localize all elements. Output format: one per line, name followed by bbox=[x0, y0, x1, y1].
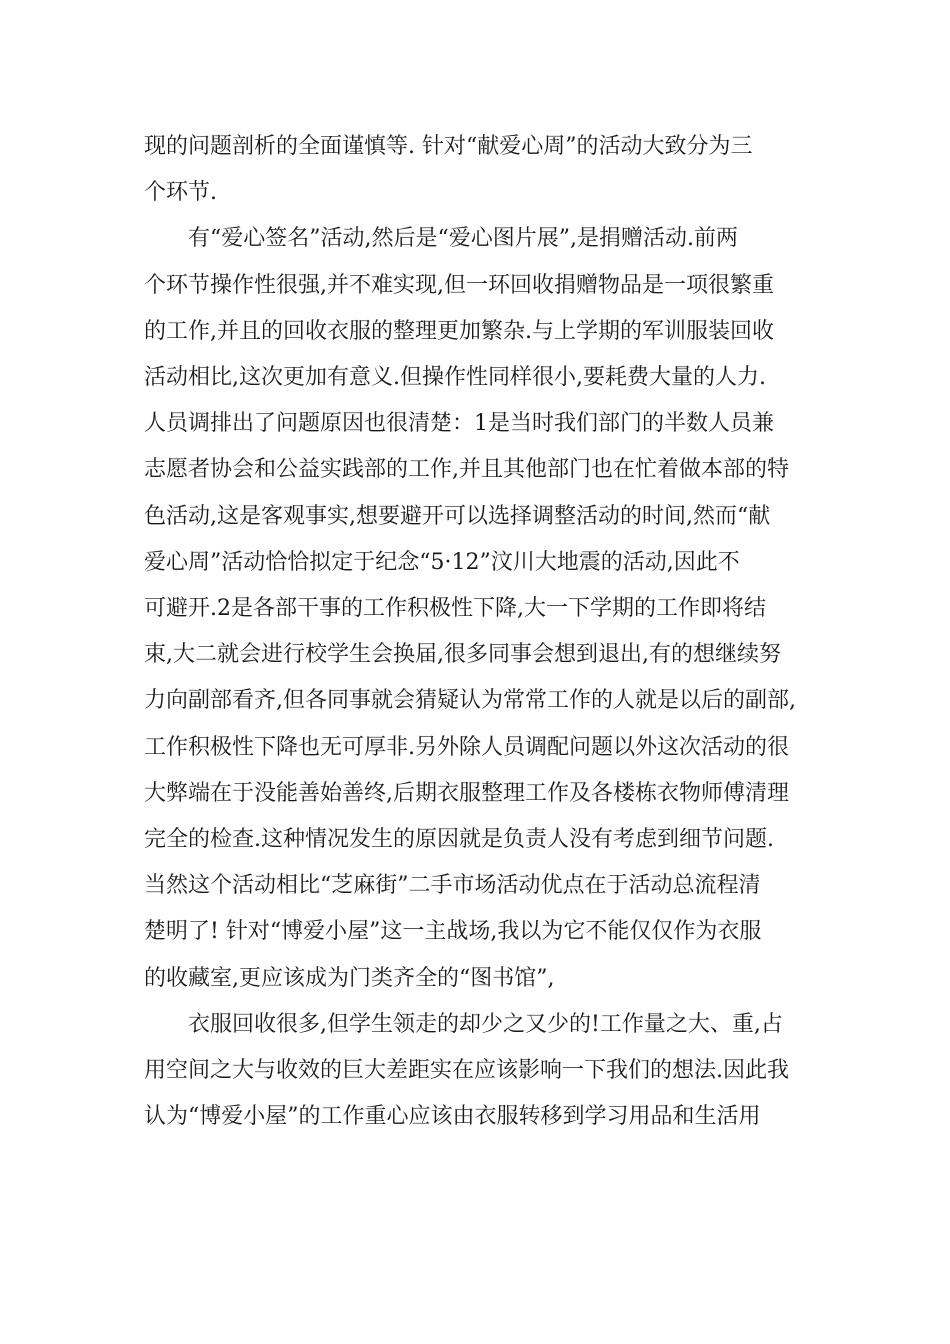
text-line: 色活动,这是客观事实,想要避开可以选择调整活动的时间,然而“献 bbox=[144, 503, 771, 529]
paragraph-start-line: 有“爱心签名”活动,然后是“爱心图片展”,是捐赠活动.前两 bbox=[188, 226, 738, 252]
text-line: 可避开.2是各部干事的工作积极性下降,大一下学期的工作即将结 bbox=[144, 596, 766, 622]
text-line: 的收藏室,更应该成为门类齐全的“图书馆”, bbox=[144, 965, 555, 991]
text-line: 认为“博爱小屋”的工作重心应该由衣服转移到学习用品和生活用 bbox=[144, 1104, 761, 1130]
text-line: 个环节. bbox=[144, 180, 217, 206]
text-line: 用空间之大与收效的巨大差距实在应该影响一下我们的想法.因此我 bbox=[144, 1058, 789, 1084]
text-line: 工作积极性下降也无可厚非.另外除人员调配问题以外这次活动的很 bbox=[144, 734, 789, 760]
paragraph-start-line: 衣服回收很多,但学生领走的却少之又少的!工作量之大、重,占 bbox=[188, 1011, 783, 1037]
text-line: 现的问题剖析的全面谨慎等. 针对“献爱心周”的活动大致分为三 bbox=[144, 134, 753, 159]
text-line: 活动相比,这次更加有意义.但操作性同样很小,要耗费大量的人力. bbox=[144, 365, 766, 391]
text-line: 束,大二就会进行校学生会换届,很多同事会想到退出,有的想继续努 bbox=[144, 642, 781, 668]
text-line: 完全的检查.这种情况发生的原因就是负责人没有考虑到细节问题. bbox=[144, 827, 774, 853]
text-line: 大弊端在于没能善始善终,后期衣服整理工作及各楼栋衣物师傅清理 bbox=[144, 780, 789, 806]
document-body bbox=[144, 124, 844, 1140]
text-line: 爱心周”活动恰恰拟定于纪念“5·12”汶川大地震的活动,因此不 bbox=[144, 549, 740, 575]
text-line: 力向副部看齐,但各同事就会猜疑认为常常工作的人就是以后的副部, bbox=[144, 688, 796, 714]
text-line: 楚明了! 针对“博爱小屋”这一主战场,我以为它不能仅仅作为衣服 bbox=[144, 919, 762, 945]
text-line: 人员调排出了问题原因也很清楚：1是当时我们部门的半数人员兼 bbox=[144, 411, 774, 437]
text-line: 当然这个活动相比“芝麻街”二手市场活动优点在于活动总流程清 bbox=[144, 873, 761, 899]
text-line: 志愿者协会和公益实践部的工作,并且其他部门也在忙着做本部的特 bbox=[144, 457, 789, 483]
text-line: 的工作,并且的回收衣服的整理更加繁杂.与上学期的军训服装回收 bbox=[144, 318, 774, 344]
text-line: 个环节操作性很强,并不难实现,但一环回收捐赠物品是一项很繁重 bbox=[144, 272, 774, 298]
